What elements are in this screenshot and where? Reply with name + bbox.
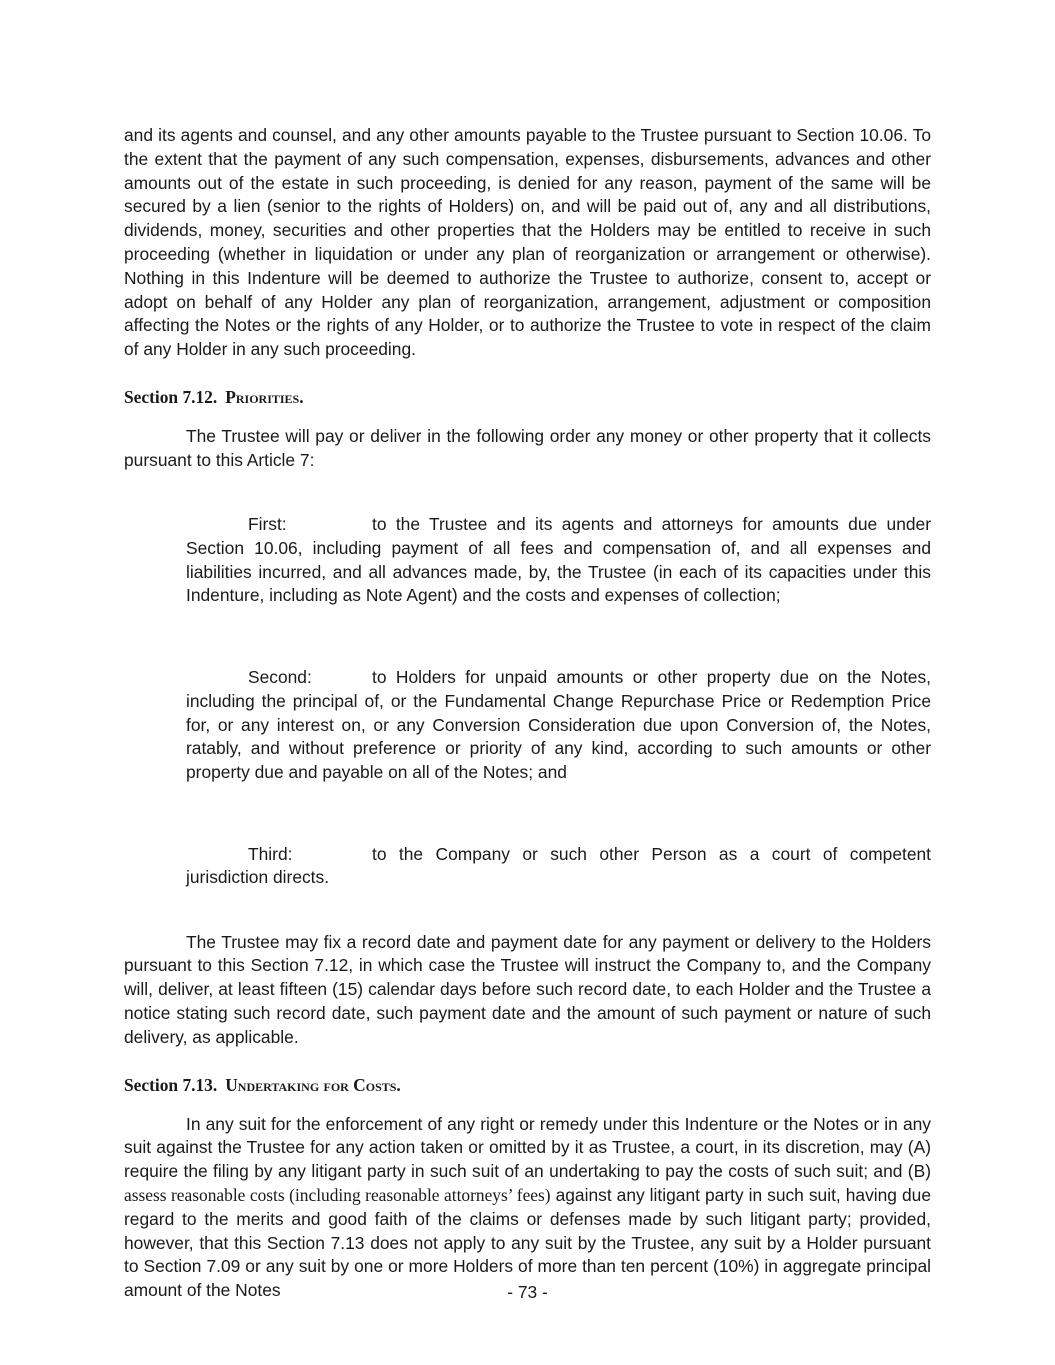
priority-text: to the Trustee and its agents and attorneys for amounts due under Section 10.06, including payment of all fees and compensation of, and all expenses and liabilities incurred, and all advances made, by, the Trustee (in each of its capacities under this Indenture, including as Note Agent) and the costs and expenses of collection; [186,513,931,606]
section-heading-7-12 [124,385,931,409]
section-7-12-intro: The Trustee will pay or deliver in the following order any money or other property that it collects pursuant to this Article 7: [124,425,931,470]
priority-item-first [186,513,931,608]
section-number: Section 7.12. [124,386,218,407]
priority-label: First: [248,513,287,534]
body-text-serif: assess reasonable costs (including reasonable attorneys’ fees) [124,1185,551,1206]
priority-item-second [186,666,931,785]
section-title: Undertaking for Costs. [225,1074,401,1095]
section-title: Priorities. [225,386,304,407]
priority-item-third [186,843,931,891]
priority-text: to Holders for unpaid amounts or other property due on the Notes, including the principal of, or the Fundamental Change Repurchase Price or Redemption Price for, or any interest on, or any Conversion Consideration due upon Conversion of, the Notes, ratably, and without preference or priority of any kind, according to such amounts or other property due and payable on all of the Notes; and [186,666,931,783]
priority-label: Second: [248,666,312,687]
section-heading-7-13 [124,1073,931,1097]
page-number: - 73 - [507,1282,548,1302]
priority-text: to the Company or such other Person as a court of competent jurisdiction directs. [186,843,931,888]
body-text: In any suit for the enforcement of any right or remedy under this Indenture or the Notes or in any suit against the Trustee for any action taken or omitted by it as Trustee, a court, in its discretion, may (A) require the filing by any litigant party in such suit of an undertaking to pay the costs of such suit; and (B) [124,1113,931,1182]
document-page [124,124,931,1303]
body-text: against any litigant party in such suit, having due regard to the merits and good faith of the claims or defenses made by such litigant party; provided, however, that this Section 7.13 does not apply to any suit by the Trustee, any suit by a Holder pursuant to Section 7.09 or any suit by one or more Holders of more than ten percent (10%) in aggregate principal amount of the Notes [124,1185,931,1301]
section-number: Section 7.13. [124,1074,218,1095]
section-7-13-body [124,1113,931,1303]
continuation-paragraph: and its agents and counsel, and any other amounts payable to the Trustee pursuant to Section 10.06. To the extent that the payment of any such compensation, expenses, disbursements, advances and other amounts out of the estate in such proceeding, is denied for any reason, payment of the same will be secured by a lien (senior to the rights of Holders) on, and will be paid out of, any and all distributions, dividends, money, securities and other properties that the Holders may be entitled to receive in such proceeding (whether in liquidation or under any plan of reorganization or arrangement or otherwise). Nothing in this Indenture will be deemed to authorize the Trustee to authorize, consent to, accept or adopt on behalf of any Holder any plan of reorganization, arrangement, adjustment or composition affecting the Notes or the rights of any Holder, or to authorize the Trustee to vote in respect of the claim of any Holder in any such proceeding. [124,125,931,360]
section-7-12-closing: The Trustee may fix a record date and payment date for any payment or delivery to the Holders pursuant to this Section 7.12, in which case the Trustee will instruct the Company to, and the Company will, deliver, at least fifteen (15) calendar days before such record date, to each Holder and the Trustee a notice stating such record date, such payment date and the amount of such payment or nature of such delivery, as applicable. [124,931,931,1047]
priority-label: Third: [248,843,293,864]
